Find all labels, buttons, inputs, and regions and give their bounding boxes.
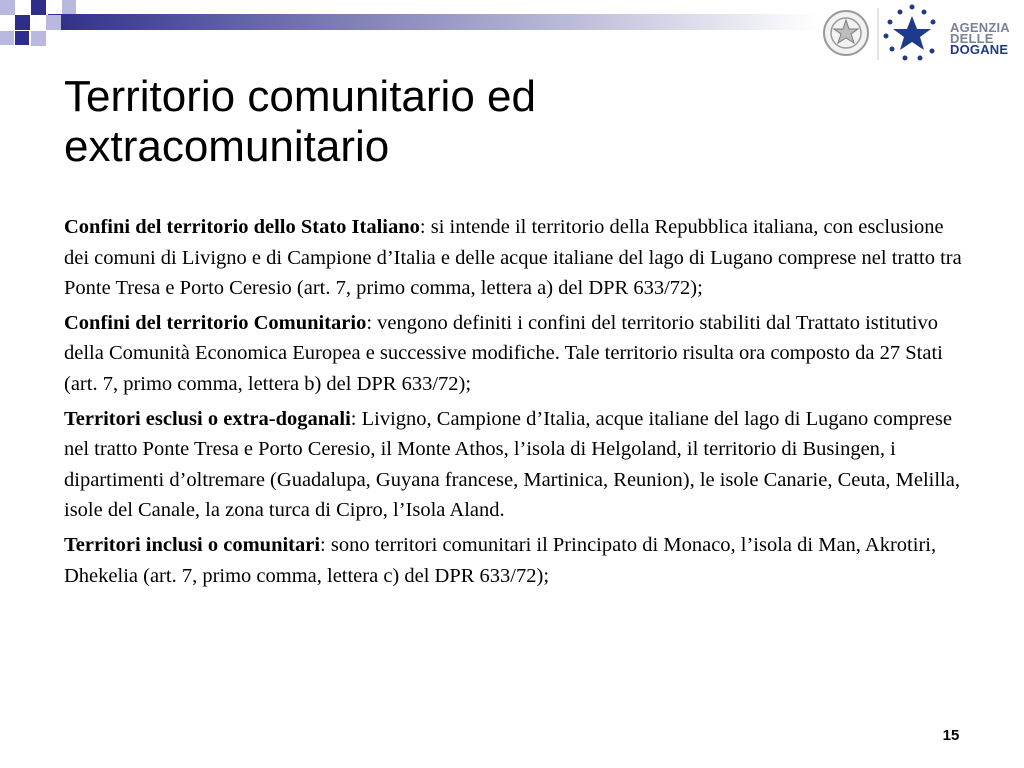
logo-line-2: DELLE	[950, 31, 994, 46]
paragraph-text: : si intende il territorio della Repubblica italiana, con esclusione dei comuni di Livigno e di Campione d’Italia e delle acque italiane del lago di Lugano comprese nel tratto tra Ponte Tresa e Porto Ceresio (art. 7, primo comma, lettera a) del DPR 633/72);	[64, 216, 962, 300]
paragraph-text: : Livigno, Campione d’Italia, acque italiane del lago di Lugano comprese nel tratto Ponte Tresa e Porto Ceresio, il Monte Athos, l’isola di Helgoland, il territorio di Busingen, i dipartimenti d’oltremare (Guadalupa, Guyana francese, Martinica, Reunion), le isole Canarie, Ceuta, Melilla, isole del Canale, la zona turca di Cipro, l’Isola Aland.	[64, 407, 960, 522]
paragraph-confini-comunitario	[64, 308, 969, 400]
logo-line-1: AGENZIA	[950, 20, 1010, 35]
deco-square	[0, 31, 14, 45]
paragraph-term: Confini del territorio dello Stato Italiano	[64, 216, 420, 238]
stars-logo-icon	[884, 5, 936, 61]
paragraph-term: Territori esclusi o extra-doganali	[64, 407, 351, 430]
deco-square	[31, 31, 46, 46]
logo-line-3: DOGANE	[950, 42, 1009, 57]
deco-square	[62, 0, 76, 14]
italian-emblem-icon	[824, 11, 868, 55]
deco-square	[15, 31, 29, 45]
header-decoration	[0, 0, 820, 60]
paragraph-text: : vengono definiti i confini del territorio stabiliti dal Trattato istitutivo della Comunità Economica Europea e successive modifiche. Tale territorio risulta ora composto da 27 Stati (art. 7, primo comma, lettera b) del DPR 633/72);	[64, 311, 943, 395]
slide-title-line-2: extracomunitario	[64, 122, 390, 171]
deco-square	[15, 15, 30, 30]
deco-square	[46, 15, 61, 30]
deco-square	[31, 0, 46, 15]
paragraph-text: : sono territori comunitari il Principato di Monaco, l’isola di Man, Akrotiri, Dhekelia (art. 7, primo comma, lettera c) del DPR 633/72);	[64, 533, 937, 587]
paragraph-term: Territori inclusi o comunitari	[64, 533, 321, 556]
header-gradient-bar	[48, 14, 820, 30]
slide-body	[64, 212, 969, 595]
emblem-and-stars-icon	[820, 2, 950, 64]
slide-title	[64, 72, 824, 172]
agency-logo-area	[820, 2, 1020, 64]
slide-title-line-1: Territorio comunitario ed	[64, 72, 536, 121]
paragraph-territori-esclusi	[64, 404, 969, 526]
agency-logo-text	[950, 22, 1010, 55]
paragraph-confini-stato-italiano	[64, 212, 969, 304]
paragraph-term: Confini del territorio Comunitario	[64, 311, 367, 334]
deco-square	[0, 0, 15, 15]
paragraph-territori-inclusi	[64, 530, 969, 591]
page-number: 15	[942, 727, 960, 744]
